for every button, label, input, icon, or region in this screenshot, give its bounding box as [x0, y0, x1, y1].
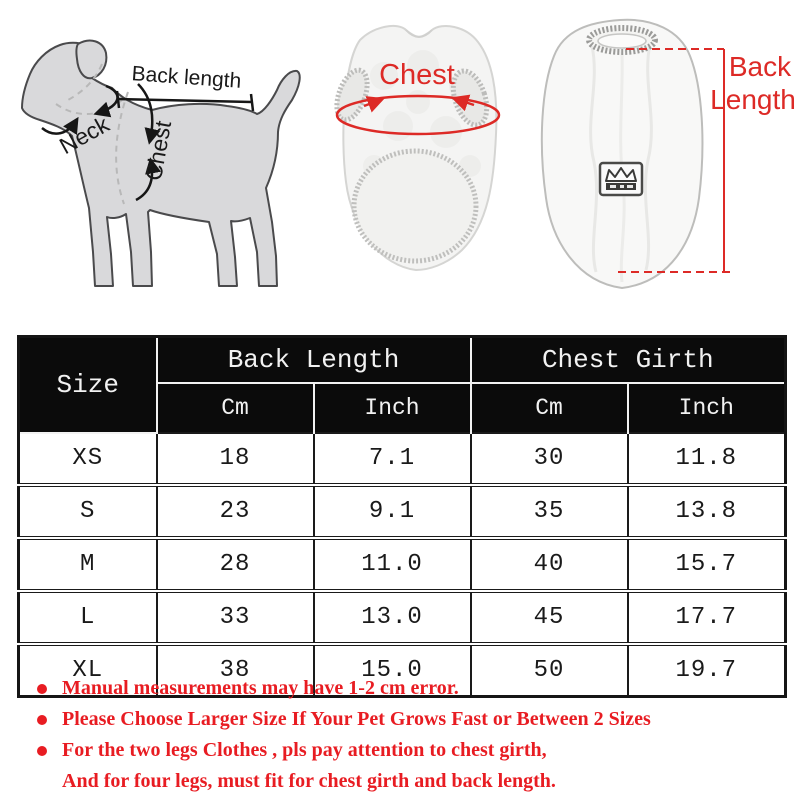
cell-size: XS: [19, 433, 157, 485]
cell-size: XL: [19, 644, 157, 697]
cell-chest-inch: 11.8: [628, 433, 786, 485]
back-label-line2: Length: [710, 84, 796, 115]
cell-chest-inch: 17.7: [628, 591, 786, 644]
cell-chest-inch: 19.7: [628, 644, 786, 697]
vest-front-view: [322, 18, 514, 276]
cell-chest-cm: 50: [471, 644, 628, 697]
table-row-l: [19, 591, 786, 644]
note-text: Manual measurements may have 1-2 cm error.: [62, 677, 459, 699]
dog-measurement-diagram: [2, 12, 314, 304]
back-length-label: Back length: [130, 62, 242, 93]
bullet-icon: [37, 715, 47, 725]
chest-label: Chest: [140, 118, 177, 183]
column-group-chest-girth: Chest Girth: [471, 337, 786, 384]
table-row-m: [19, 538, 786, 591]
cell-size: S: [19, 485, 157, 538]
note-text: For the two legs Clothes , pls pay attention to chest girth,: [62, 739, 547, 761]
neck-label: Neck: [54, 110, 114, 160]
note-line-4: [28, 766, 778, 797]
cell-back-cm: 33: [157, 591, 314, 644]
cell-size: L: [19, 591, 157, 644]
bullet-icon: [37, 746, 47, 756]
column-header-chest-inch: Inch: [628, 383, 786, 433]
size-table: [17, 335, 787, 698]
vest-front-belly-opening: [354, 151, 476, 261]
bullet-icon: [37, 684, 47, 694]
dog-ear: [76, 41, 106, 79]
cell-back-inch: 9.1: [314, 485, 471, 538]
cell-back-cm: 23: [157, 485, 314, 538]
cell-back-inch: 11.0: [314, 538, 471, 591]
cell-chest-cm: 35: [471, 485, 628, 538]
cell-chest-inch: 15.7: [628, 538, 786, 591]
vest-back-view: [522, 12, 798, 300]
crown-logo-label: [600, 163, 642, 195]
cell-back-cm: 38: [157, 644, 314, 697]
cell-chest-cm: 30: [471, 433, 628, 485]
cell-back-cm: 28: [157, 538, 314, 591]
cell-back-inch: 15.0: [314, 644, 471, 697]
table-row-s: [19, 485, 786, 538]
vest-back-collar-inner: [598, 34, 646, 48]
cell-chest-inch: 13.8: [628, 485, 786, 538]
note-line-3: [28, 735, 778, 766]
column-header-back-inch: Inch: [314, 383, 471, 433]
column-header-back-cm: Cm: [157, 383, 314, 433]
note-line-1: [28, 673, 778, 704]
column-group-back-length: Back Length: [157, 337, 471, 384]
cell-chest-cm: 40: [471, 538, 628, 591]
table-row-xs: [19, 433, 786, 485]
cell-back-cm: 18: [157, 433, 314, 485]
cell-back-inch: 7.1: [314, 433, 471, 485]
column-header-chest-cm: Cm: [471, 383, 628, 433]
cell-back-inch: 13.0: [314, 591, 471, 644]
cell-chest-cm: 45: [471, 591, 628, 644]
column-header-size: Size: [19, 337, 157, 434]
front-chest-label: Chest: [379, 59, 455, 91]
note-text: Please Choose Larger Size If Your Pet Grows Fast or Between 2 Sizes: [62, 708, 651, 730]
notes-section: [28, 673, 778, 797]
back-label-line1: Back: [728, 51, 792, 82]
note-line-2: [28, 704, 778, 735]
note-text: And for four legs, must fit for chest girth and back length.: [62, 770, 556, 792]
cell-size: M: [19, 538, 157, 591]
